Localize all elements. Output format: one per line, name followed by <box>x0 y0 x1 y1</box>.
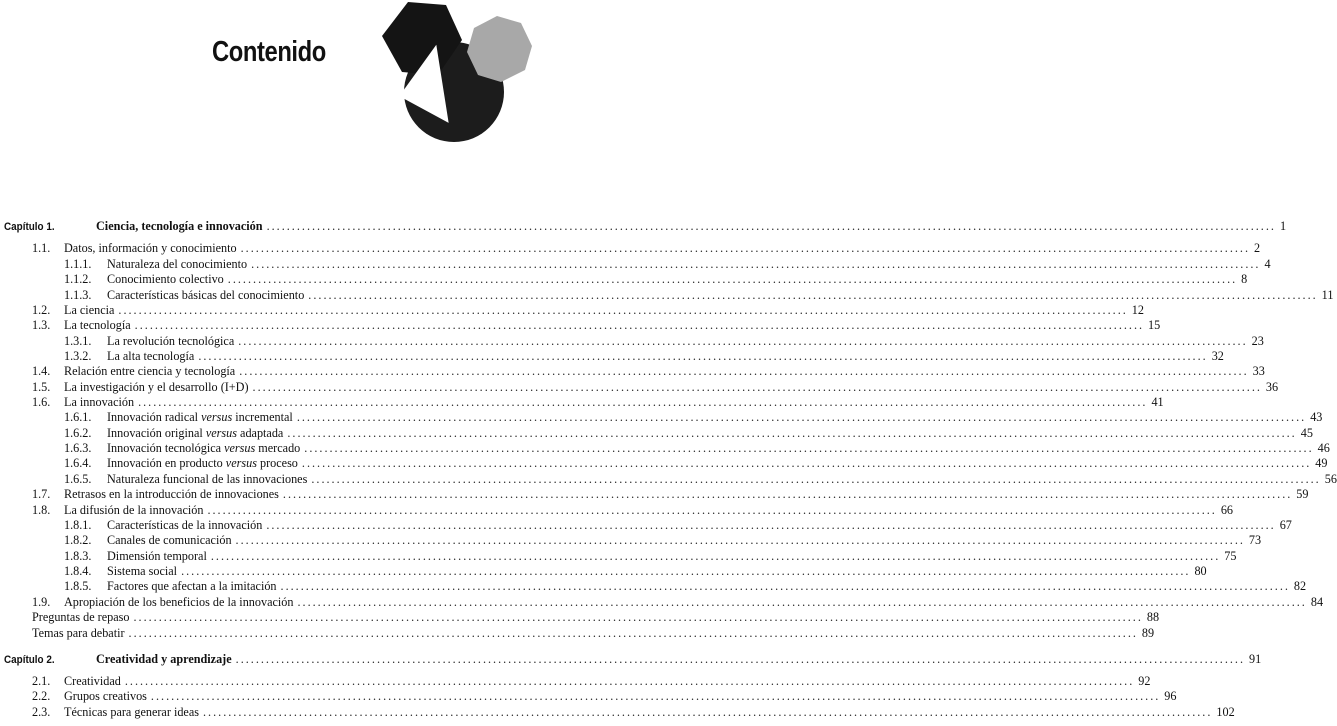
toc-entry-number: 2.2. <box>32 689 51 703</box>
toc-entry-row <box>32 674 1151 689</box>
toc-entry-number: 1.6.3. <box>64 441 92 455</box>
toc-page-number: 46 <box>1317 441 1330 455</box>
toc-dot-leader: ........................................................................................................................................................................................................ <box>266 518 1276 532</box>
toc-entry-title: Factores que afectan a la imitación <box>107 579 277 593</box>
toc-entry-number: 1.3. <box>32 318 51 332</box>
toc-dot-leader: ........................................................................................................................................................................................................ <box>287 426 1297 440</box>
toc-page-number: 32 <box>1211 349 1224 363</box>
toc-entry-number: Capítulo 1. <box>4 221 55 233</box>
toc-entry-number: 1.8.2. <box>64 533 92 547</box>
toc-dot-leader: ........................................................................................................................................................................................................ <box>118 303 1128 317</box>
toc-entry-row <box>32 595 1324 610</box>
toc-entry-row <box>32 705 1235 720</box>
toc-entry-title: Apropiación de los beneficios de la innovación <box>64 595 294 609</box>
toc-dot-leader: ........................................................................................................................................................................................................ <box>308 288 1318 302</box>
toc-page-number: 84 <box>1310 595 1324 609</box>
toc-dot-leader: ........................................................................................................................................................................................................ <box>235 652 1246 666</box>
toc-dot-leader: ........................................................................................................................................................................................................ <box>134 318 1145 332</box>
toc-entry-row <box>32 610 1160 625</box>
toc-entry-number: 1.1.2. <box>64 272 92 286</box>
toc-entry-number: 1.6.1. <box>64 410 92 424</box>
toc-page-number: 88 <box>1146 610 1160 624</box>
toc-entry-row <box>64 533 1262 548</box>
toc-entry-row <box>32 503 1234 518</box>
toc-entry-row <box>32 318 1161 333</box>
toc-dot-leader: ........................................................................................................................................................................................................ <box>239 364 1249 378</box>
toc-entry-title: La investigación y el desarrollo (I+D) <box>64 380 249 394</box>
toc-entry-number: 1.6.2. <box>64 426 92 440</box>
toc-page-number: 2 <box>1254 241 1261 255</box>
page-title: Contenido <box>212 36 326 68</box>
toc-page-number: 80 <box>1194 564 1207 578</box>
toc-page-number: 45 <box>1300 426 1313 440</box>
toc-page-number: 12 <box>1131 303 1144 317</box>
toc-entry-title: La revolución tecnológica <box>107 334 235 348</box>
toc-dot-leader: ........................................................................................................................................................................................................ <box>124 674 1135 688</box>
toc-page-number: 66 <box>1220 503 1234 517</box>
toc-dot-leader: ........................................................................................................................................................................................................ <box>235 533 1245 547</box>
toc-entry-number: 1.8. <box>32 503 51 517</box>
toc-entry-title: Naturaleza funcional de las innovaciones <box>107 472 308 486</box>
toc-entry-row <box>32 487 1309 502</box>
toc-page-number: 67 <box>1279 518 1292 532</box>
toc-entry-title: Técnicas para generar ideas <box>64 705 199 719</box>
toc-page-number: 1 <box>1279 219 1287 233</box>
toc-entry-row <box>64 334 1264 349</box>
toc-entry-title: Ciencia, tecnología e innovación <box>96 219 263 233</box>
toc-entry-number: 1.2. <box>32 303 51 317</box>
toc-entry-row <box>32 380 1279 395</box>
toc-entry-title: Creatividad y aprendizaje <box>96 652 232 666</box>
toc-entry-row <box>32 364 1265 379</box>
toc-page-number: 23 <box>1251 334 1264 348</box>
toc-entry-title: Retrasos en la introducción de innovaciones <box>64 487 279 501</box>
toc-dot-leader: ........................................................................................................................................................................................................ <box>311 472 1321 486</box>
toc-entry-number: 1.6. <box>32 395 51 409</box>
toc-entry-title: La ciencia <box>64 303 115 317</box>
toc-dot-leader: ........................................................................................................................................................................................................ <box>301 456 1312 470</box>
toc-chapter-row <box>4 219 1287 234</box>
toc-dot-leader: ........................................................................................................................................................................................................ <box>210 549 1221 563</box>
toc-entry-number: 1.4. <box>32 364 51 378</box>
toc-dot-leader: ........................................................................................................................................................................................................ <box>138 395 1148 409</box>
toc-page-number: 59 <box>1296 487 1309 501</box>
toc-entry-row <box>64 410 1323 425</box>
toc-dot-leader: ........................................................................................................................................................................................................ <box>207 503 1217 517</box>
toc-entry-title: Conocimiento colectivo <box>107 272 224 286</box>
toc-dot-leader: ........................................................................................................................................................................................................ <box>240 241 1250 255</box>
toc-dot-leader: ........................................................................................................................................................................................................ <box>266 219 1276 233</box>
toc-entry-row <box>64 288 1334 303</box>
toc-entry-title: La innovación <box>64 395 135 409</box>
toc-entry-number: 1.8.4. <box>64 564 92 578</box>
toc-entry-row <box>64 426 1313 441</box>
toc-entry-row <box>64 349 1224 364</box>
toc-page-number: 91 <box>1249 652 1262 666</box>
toc-page-number: 43 <box>1310 410 1323 424</box>
toc-entry-row <box>32 626 1155 641</box>
toc-page-number: 73 <box>1248 533 1262 547</box>
toc-entry-title: Innovación radical versus incremental <box>107 410 293 424</box>
toc-entry-title: Dimensión temporal <box>107 549 207 563</box>
toc-entry-title: Relación entre ciencia y tecnología <box>64 364 236 378</box>
toc-entry-row <box>64 579 1307 594</box>
toc-entry-title: Características de la innovación <box>107 518 263 532</box>
toc-entry-row <box>64 272 1248 287</box>
toc-dot-leader: ........................................................................................................................................................................................................ <box>252 380 1262 394</box>
toc-entry-row <box>64 564 1207 579</box>
toc-entry-number: 1.9. <box>32 595 51 609</box>
toc-dot-leader: ........................................................................................................................................................................................................ <box>181 564 1191 578</box>
toc-page-number: 11 <box>1321 288 1334 302</box>
toc-entry-title: Canales de comunicación <box>107 533 232 547</box>
toc-chapter-row <box>4 652 1262 667</box>
toc-entry-row <box>64 549 1237 564</box>
toc-entry-row <box>32 303 1144 318</box>
toc-entry-number: 1.8.5. <box>64 579 92 593</box>
toc-entry-title: La tecnología <box>64 318 131 332</box>
toc-page-number: 8 <box>1241 272 1248 286</box>
toc-entry-number: 1.1.3. <box>64 288 92 302</box>
toc-page-number: 56 <box>1324 472 1337 486</box>
toc-entry-title: Grupos creativos <box>64 689 147 703</box>
toc-dot-leader: ........................................................................................................................................................................................................ <box>280 579 1290 593</box>
toc-dot-leader: ........................................................................................................................................................................................................ <box>238 334 1248 348</box>
toc-entry-number: 2.1. <box>32 674 51 688</box>
toc-dot-leader: ........................................................................................................................................................................................................ <box>282 487 1293 501</box>
toc-entry-number: 1.5. <box>32 380 51 394</box>
toc-page-number: 33 <box>1252 364 1265 378</box>
toc-entry-number: 1.8.1. <box>64 518 92 532</box>
toc-entry-title: Innovación original versus adaptada <box>107 426 284 440</box>
toc-entry-row <box>32 689 1177 704</box>
toc-dot-leader: ........................................................................................................................................................................................................ <box>251 257 1261 271</box>
toc-entry-row <box>32 395 1164 410</box>
toc-page-number: 41 <box>1151 395 1164 409</box>
toc-page-number: 92 <box>1138 674 1151 688</box>
toc-page-number: 102 <box>1216 705 1235 719</box>
toc-entry-row <box>32 241 1261 256</box>
toc-entry-row <box>64 472 1337 487</box>
toc-entry-number: 1.3.2. <box>64 349 92 363</box>
toc-entry-title: Innovación tecnológica versus mercado <box>107 441 301 455</box>
toc-entry-number: 1.1.1. <box>64 257 92 271</box>
toc-entry-title: Innovación en producto versus proceso <box>107 456 298 470</box>
toc-dot-leader: ........................................................................................................................................................................................................ <box>198 349 1208 363</box>
toc-entry-row <box>64 456 1328 471</box>
toc-entry-number: 1.7. <box>32 487 51 501</box>
toc-page-number: 4 <box>1264 257 1271 271</box>
toc-entry-row <box>64 441 1330 456</box>
toc-entry-number: 1.6.4. <box>64 456 92 470</box>
toc-entry-title: Creatividad <box>64 674 121 688</box>
toc-entry-number: 1.6.5. <box>64 472 92 486</box>
toc-page-number: 89 <box>1141 626 1155 640</box>
toc-entry-title: Características básicas del conocimiento <box>107 288 305 302</box>
toc-entry-title: La difusión de la innovación <box>64 503 204 517</box>
toc-dot-leader: ........................................................................................................................................................................................................ <box>133 610 1143 624</box>
toc-dot-leader: ........................................................................................................................................................................................................ <box>304 441 1314 455</box>
toc-dot-leader: ........................................................................................................................................................................................................ <box>203 705 1213 719</box>
toc-entry-title: Sistema social <box>107 564 178 578</box>
toc-entry-title: Preguntas de repaso <box>32 610 130 624</box>
toc-entry-row <box>64 518 1292 533</box>
toc-page-number: 36 <box>1265 380 1279 394</box>
toc-page-number: 75 <box>1224 549 1237 563</box>
toc-page-number: 15 <box>1148 318 1161 332</box>
toc-entry-title: La alta tecnología <box>107 349 195 363</box>
toc-entry-row <box>64 257 1271 272</box>
toc-entry-title: Temas para debatir <box>32 626 125 640</box>
toc-page-number: 49 <box>1315 456 1328 470</box>
toc-dot-leader: ........................................................................................................................................................................................................ <box>128 626 1138 640</box>
toc-entry-title: Datos, información y conocimiento <box>64 241 237 255</box>
toc-entry-title: Naturaleza del conocimiento <box>107 257 248 271</box>
toc-page-number: 82 <box>1293 579 1307 593</box>
toc-dot-leader: ........................................................................................................................................................................................................ <box>296 410 1307 424</box>
toc-page-number: 96 <box>1164 689 1177 703</box>
toc-entry-number: Capítulo 2. <box>4 654 55 666</box>
toc-entry-number: 1.1. <box>32 241 51 255</box>
toc-entry-number: 1.3.1. <box>64 334 92 348</box>
toc-dot-leader: ........................................................................................................................................................................................................ <box>150 689 1161 703</box>
toc-dot-leader: ........................................................................................................................................................................................................ <box>227 272 1238 286</box>
toc-entry-number: 2.3. <box>32 705 51 719</box>
toc-dot-leader: ........................................................................................................................................................................................................ <box>297 595 1307 609</box>
toc-entry-number: 1.8.3. <box>64 549 92 563</box>
